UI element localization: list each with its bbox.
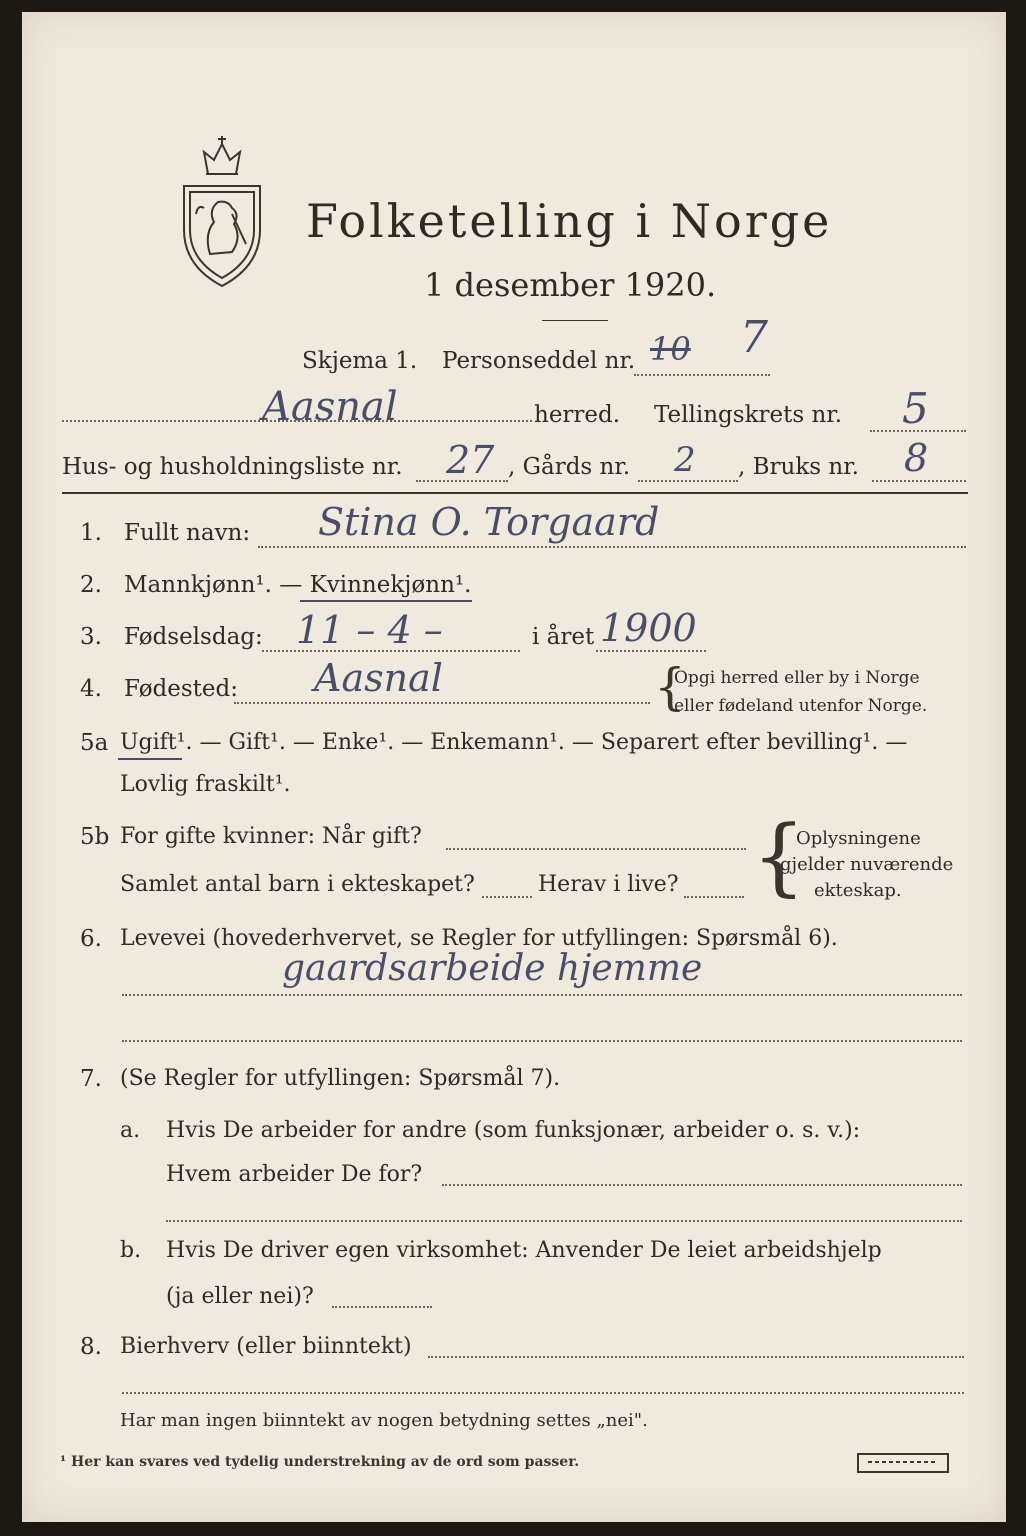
q8-label: Bierhverv (eller biinntekt): [120, 1334, 412, 1359]
q1-value[interactable]: Stina O. Torgaard: [318, 500, 660, 544]
personseddel-line: [634, 374, 770, 376]
q5b-note-line2: gjelder nuværende: [780, 854, 954, 875]
bruks-value[interactable]: 8: [904, 436, 929, 480]
q4-note-brace: {: [654, 658, 686, 716]
tellingskrets-label: Tellingskrets nr.: [654, 402, 843, 428]
census-date: 1 desember 1920.: [424, 266, 717, 304]
q1-label: Fullt navn:: [124, 520, 251, 546]
q2-number: 2.: [80, 572, 102, 598]
q5a-line1: Ugift¹. — Gift¹. — Enke¹. — Enkemann¹. — Separert efter bevilling¹. —: [120, 730, 908, 755]
q3-year-value[interactable]: 1900: [600, 606, 697, 650]
q2-label: Mannkjønn¹. — Kvinnekjønn¹.: [124, 572, 472, 598]
q7b-number: b.: [120, 1238, 142, 1263]
nei-note: Har man ingen biinntekt av nogen betydning settes „nei".: [120, 1410, 648, 1431]
q6-label: Levevei (hovederhvervet, se Regler for utfyllingen: Spørsmål 6).: [120, 926, 838, 951]
q4-note-line2: eller fødeland utenfor Norge.: [674, 696, 928, 716]
q7a-line2: Hvem arbeider De for?: [166, 1162, 423, 1187]
q3-year-line: [596, 650, 706, 652]
q5b-line2a: Samlet antal barn i ekteskapet?: [120, 872, 475, 897]
q5b-married-line: [446, 848, 746, 850]
q5b-note-brace: {: [752, 807, 806, 905]
q8-number: 8.: [80, 1334, 102, 1360]
q7-number: 7.: [80, 1066, 102, 1092]
q4-label: Fødested:: [124, 676, 239, 702]
q3-number: 3.: [80, 624, 102, 650]
personseddel-value[interactable]: 7: [740, 312, 768, 363]
q4-number: 4.: [80, 676, 102, 702]
q5a-line2: Lovlig fraskilt¹.: [120, 772, 291, 797]
gards-label: , Gårds nr.: [508, 454, 631, 480]
q5b-note-line3: ekteskap.: [814, 880, 902, 901]
q5b-children-line: [482, 896, 532, 898]
coat-of-arms-icon: [174, 134, 270, 292]
hus-label: Hus- og husholdningsliste nr.: [62, 454, 403, 480]
q5b-number: 5b: [80, 824, 110, 850]
herred-line: [62, 420, 532, 422]
schema-label: Skjema 1.: [302, 348, 418, 374]
q5a-number: 5a: [80, 730, 109, 756]
q7-label: (Se Regler for utfyllingen: Spørsmål 7).: [120, 1066, 561, 1091]
q7b-line2: (ja eller nei)?: [166, 1284, 314, 1309]
q4-line: [234, 702, 650, 704]
printer-stamp-icon: [856, 1450, 952, 1478]
q7b-line: [332, 1306, 432, 1308]
gards-line: [638, 480, 738, 482]
herred-label: herred.: [534, 402, 621, 428]
q6-line1: [122, 994, 962, 996]
q5b-line2b: Herav i live?: [538, 872, 679, 897]
census-form: [22, 12, 1006, 1522]
footnote: ¹ Her kan svares ved tydelig understrekning av de ord som passer.: [60, 1454, 580, 1470]
q7a-number: a.: [120, 1118, 141, 1143]
q3-year-label: i året: [532, 624, 595, 650]
q6-number: 6.: [80, 926, 102, 952]
q5b-note-line1: Oplysningene: [796, 828, 921, 849]
personseddel-label: Personseddel nr.: [442, 348, 636, 374]
q5a-underline-ugift: [118, 758, 182, 760]
q8-line: [428, 1356, 964, 1358]
herred-value[interactable]: Aasnal: [262, 384, 398, 430]
q1-number: 1.: [80, 520, 102, 546]
q6-line2: [122, 1040, 962, 1042]
q6-value[interactable]: gaardsarbeide hjemme: [282, 948, 703, 989]
q5b-line1: For gifte kvinner: Når gift?: [120, 824, 422, 849]
q8-line-extra: [122, 1392, 964, 1394]
q7a-line-extra: [166, 1220, 962, 1222]
q3-value[interactable]: 11 – 4 –: [296, 608, 443, 652]
title-rule: [542, 320, 608, 321]
gards-value[interactable]: 2: [674, 440, 696, 480]
q7b-line1: Hvis De driver egen virksomhet: Anvender De leiet arbeidshjelp: [166, 1238, 882, 1263]
q4-note-line1: Opgi herred eller by i Norge: [674, 668, 920, 688]
q2-underline-kvinnekjonn: [300, 600, 472, 602]
form-title: Folketelling i Norge: [306, 194, 833, 248]
bruks-label: , Bruks nr.: [738, 454, 859, 480]
tellingskrets-value[interactable]: 5: [902, 384, 929, 433]
personseddel-struck: 10: [650, 330, 691, 368]
q7a-line: [442, 1184, 962, 1186]
q4-value[interactable]: Aasnal: [314, 656, 443, 700]
q7a-line1: Hvis De arbeider for andre (som funksjonær, arbeider o. s. v.):: [166, 1118, 861, 1143]
header-divider: [62, 492, 968, 494]
q1-line: [258, 546, 966, 548]
q3-label: Fødselsdag:: [124, 624, 263, 650]
hus-value[interactable]: 27: [446, 438, 495, 482]
bruks-line: [872, 480, 966, 482]
q5b-alive-line: [684, 896, 744, 898]
